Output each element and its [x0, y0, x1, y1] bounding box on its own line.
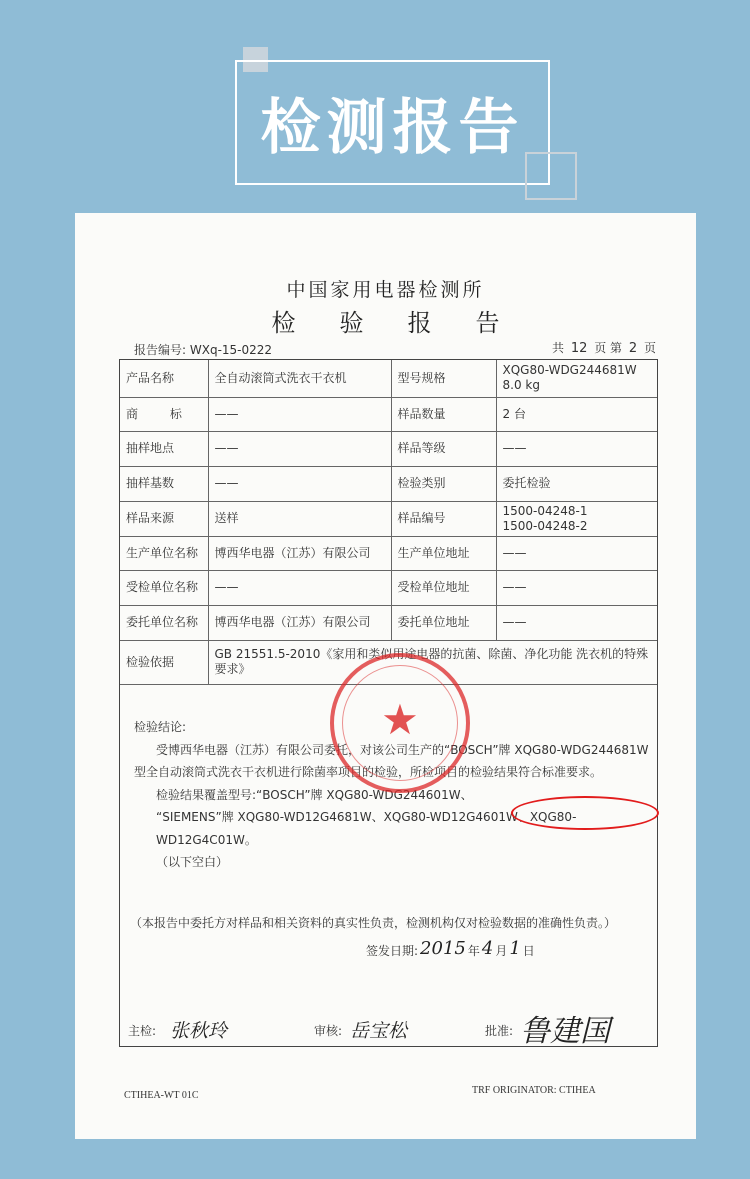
- row-label: 样品数量: [391, 397, 496, 431]
- table-row: [120, 397, 657, 431]
- review-signature: 岳宝松: [350, 1020, 408, 1042]
- org-name: 中国家用电器检测所: [286, 279, 485, 301]
- row-value: 全自动滚筒式洗衣干衣机: [208, 360, 391, 397]
- row-label: 产品名称: [120, 360, 208, 397]
- row-value: 委托检验: [496, 466, 657, 501]
- row-label: 委托单位地址: [391, 605, 496, 640]
- conclusion-text: 受博西华电器（江苏）有限公司委托，对该公司生产的“BOSCH”牌 XQG80-WDG244681W: [156, 742, 649, 757]
- official-stamp: [330, 653, 470, 793]
- row-label: 委托单位名称: [120, 605, 208, 640]
- approve-label: 批准:: [485, 1024, 514, 1038]
- banner-title: 检测报告: [260, 92, 525, 163]
- row-value: ——: [496, 570, 657, 605]
- issue-month: 4: [481, 938, 494, 959]
- row-value: ——: [496, 536, 657, 570]
- issue-day: 1: [509, 938, 521, 959]
- highlight-ellipse: [511, 796, 659, 830]
- row-label: 受检单位地址: [391, 570, 496, 605]
- row-value: ——: [208, 570, 391, 605]
- table-row: [120, 360, 657, 397]
- table-row: [120, 501, 657, 536]
- disclaimer-note: （本报告中委托方对样品和相关资料的真实性负责，检测机构仅对检验数据的准确性负责。）: [130, 916, 617, 930]
- conclusion-text: “SIEMENS”牌 XQG80-WD12G4681W、XQG80-WD12G4601W、XQG80-WD12G4C01W。: [156, 810, 577, 847]
- row-label: 商 标: [120, 397, 208, 431]
- row-label: 抽样基数: [120, 466, 208, 501]
- issue-date: 签发日期: 2015 年 4 月 1 日: [366, 938, 535, 959]
- row-label: 样品编号: [391, 501, 496, 536]
- report-number: 报告编号: WXq-15-0222: [134, 343, 273, 357]
- row-label: 生产单位地址: [391, 536, 496, 570]
- row-label: 受检单位名称: [120, 570, 208, 605]
- conclusion-text: 型全自动滚筒式洗衣干衣机进行除菌率项目的检验，所检项目的检验结果符合标准要求。: [134, 765, 603, 779]
- basis-value: GB 21551.5-2010《家用和类似用途电器的抗菌、除菌、净化功能 洗衣机的特殊要求》: [208, 640, 657, 684]
- conclusion-label: 检验结论:: [134, 720, 187, 734]
- signature-row: [120, 1014, 659, 1048]
- row-value: ——: [496, 605, 657, 640]
- row-value: ——: [496, 431, 657, 466]
- form-code: CTIHEA-WT 01C: [124, 1090, 199, 1101]
- row-value: XQG80-WDG244681W 8.0 kg: [496, 360, 657, 397]
- row-label: 型号规格: [391, 360, 496, 397]
- row-value: 1500-04248-1 1500-04248-2: [496, 501, 657, 536]
- row-label: 检验类别: [391, 466, 496, 501]
- page-info: 共 12 页 第 2 页: [552, 341, 656, 356]
- row-label: 样品等级: [391, 431, 496, 466]
- table-row: [120, 570, 657, 605]
- row-label: 生产单位名称: [120, 536, 208, 570]
- star-icon: ★: [381, 695, 419, 744]
- row-value: 送样: [208, 501, 391, 536]
- row-value: 2 台: [496, 397, 657, 431]
- issue-year: 2015: [420, 938, 466, 959]
- table-row: [120, 466, 657, 501]
- chief-label: 主检:: [128, 1024, 157, 1038]
- table-row: [120, 605, 657, 640]
- approve-signature: 鲁建国: [520, 1014, 610, 1049]
- row-value: 博西华电器（江苏）有限公司: [208, 605, 391, 640]
- review-label: 审核:: [314, 1024, 343, 1038]
- row-value: ——: [208, 466, 391, 501]
- row-value: ——: [208, 397, 391, 431]
- report-paper: [75, 213, 696, 1139]
- report-heading: 检验报告: [271, 309, 544, 337]
- table-row: [120, 536, 657, 570]
- row-label: 抽样地点: [120, 431, 208, 466]
- row-label: 检验依据: [120, 640, 208, 684]
- trf-originator: TRF ORIGINATOR: CTIHEA: [472, 1085, 596, 1096]
- row-value: 博西华电器（江苏）有限公司: [208, 536, 391, 570]
- row-value: ——: [208, 431, 391, 466]
- table-row: [120, 431, 657, 466]
- info-table: [120, 360, 657, 685]
- blank-note: （以下空白）: [156, 855, 229, 869]
- row-label: 样品来源: [120, 501, 208, 536]
- conclusion-text: 检验结果覆盖型号:“BOSCH”牌 XQG80-WDG244601W、: [156, 787, 473, 802]
- chief-signature: 张秋玲: [170, 1020, 228, 1042]
